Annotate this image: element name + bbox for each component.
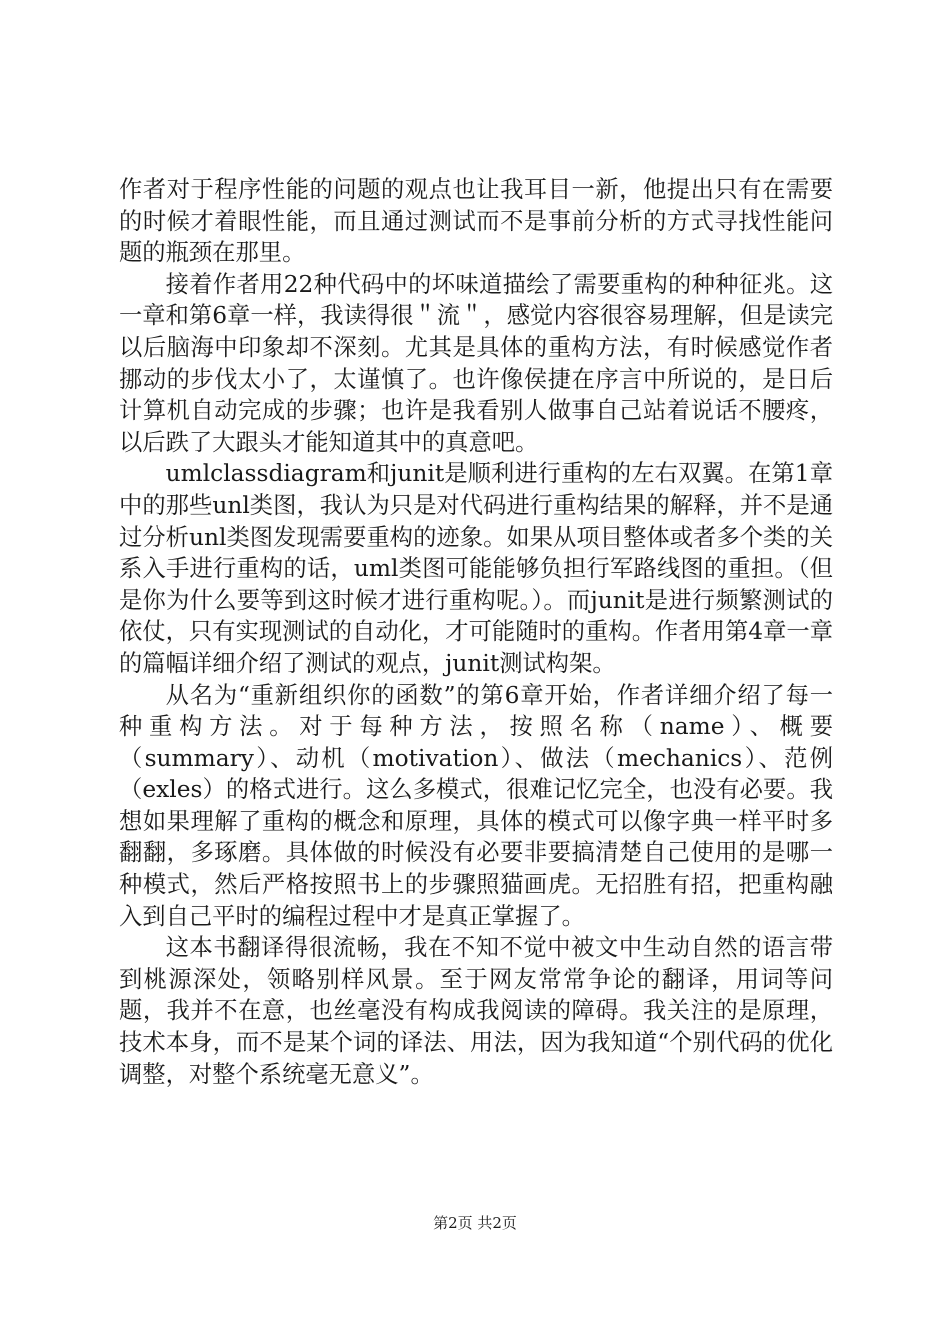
body-text [119,174,833,1090]
paragraph: umlclassdiagram和junit是顺利进行重构的左右双翼。在第1章中的那些unl类图，我认为只是对代码进行重构结果的解释，并不是通过分析unl类图发现需要重构的迹象。如果从项目整体或者多个类的关系入手进行重构的话，uml类图可能能够负担行军路线图的重担。（但是你为什么要等到这时候才进行重构呢。）。而junit是进行频繁测试的依仗，只有实现测试的自动化，才可能随时的重构。作者用第4章一章的篇幅详细介绍了测试的观点，junit测试构架。 [119,460,833,677]
paragraph: 接着作者用22种代码中的坏味道描绘了需要重构的种种征兆。这一章和第6章一样，我读得很＂流＂，感觉内容很容易理解，但是读完以后脑海中印象却不深刻。尤其是具体的重构方法，有时候感觉作者挪动的步伐太小了，太谨慎了。也许像侯捷在序言中所说的，是日后计算机自动完成的步骤；也许是我看别人做事自己站着说话不腰疼，以后跌了大跟头才能知道其中的真意吧。 [119,270,833,456]
paragraph: 从名为“重新组织你的函数”的第6章开始，作者详细介绍了每一种重构方法。对于每种方法，按照名称（name）、概要（summary）、动机（motivation）、做法（mechanics）、范例（exles）的格式进行。这么多模式，很难记忆完全，也没有必要。我想如果理解了重构的概念和原理，具体的模式可以像字典一样平时多翻翻，多琢磨。具体做的时候没有必要非要搞清楚自己使用的是哪一种模式，然后严格按照书上的步骤照猫画虎。无招胜有招，把重构融入到自己平时的编程过程中才是真正掌握了。 [119,681,833,930]
paragraph: 这本书翻译得很流畅，我在不知不觉中被文中生动自然的语言带到桃源深处，领略别样风景。至于网友常常争论的翻译，用词等问题，我并不在意，也丝毫没有构成我阅读的障碍。我关注的是原理，技术本身，而不是某个词的译法、用法，因为我知道“个别代码的优化调整，对整个系统毫无意义”。 [119,934,833,1088]
page-footer: 第2页 共2页 [433,1214,517,1232]
paragraph-continuation: 作者对于程序性能的问题的观点也让我耳目一新，他提出只有在需要的时候才着眼性能，而且通过测试而不是事前分析的方式寻找性能问题的瓶颈在那里。 [119,176,833,267]
